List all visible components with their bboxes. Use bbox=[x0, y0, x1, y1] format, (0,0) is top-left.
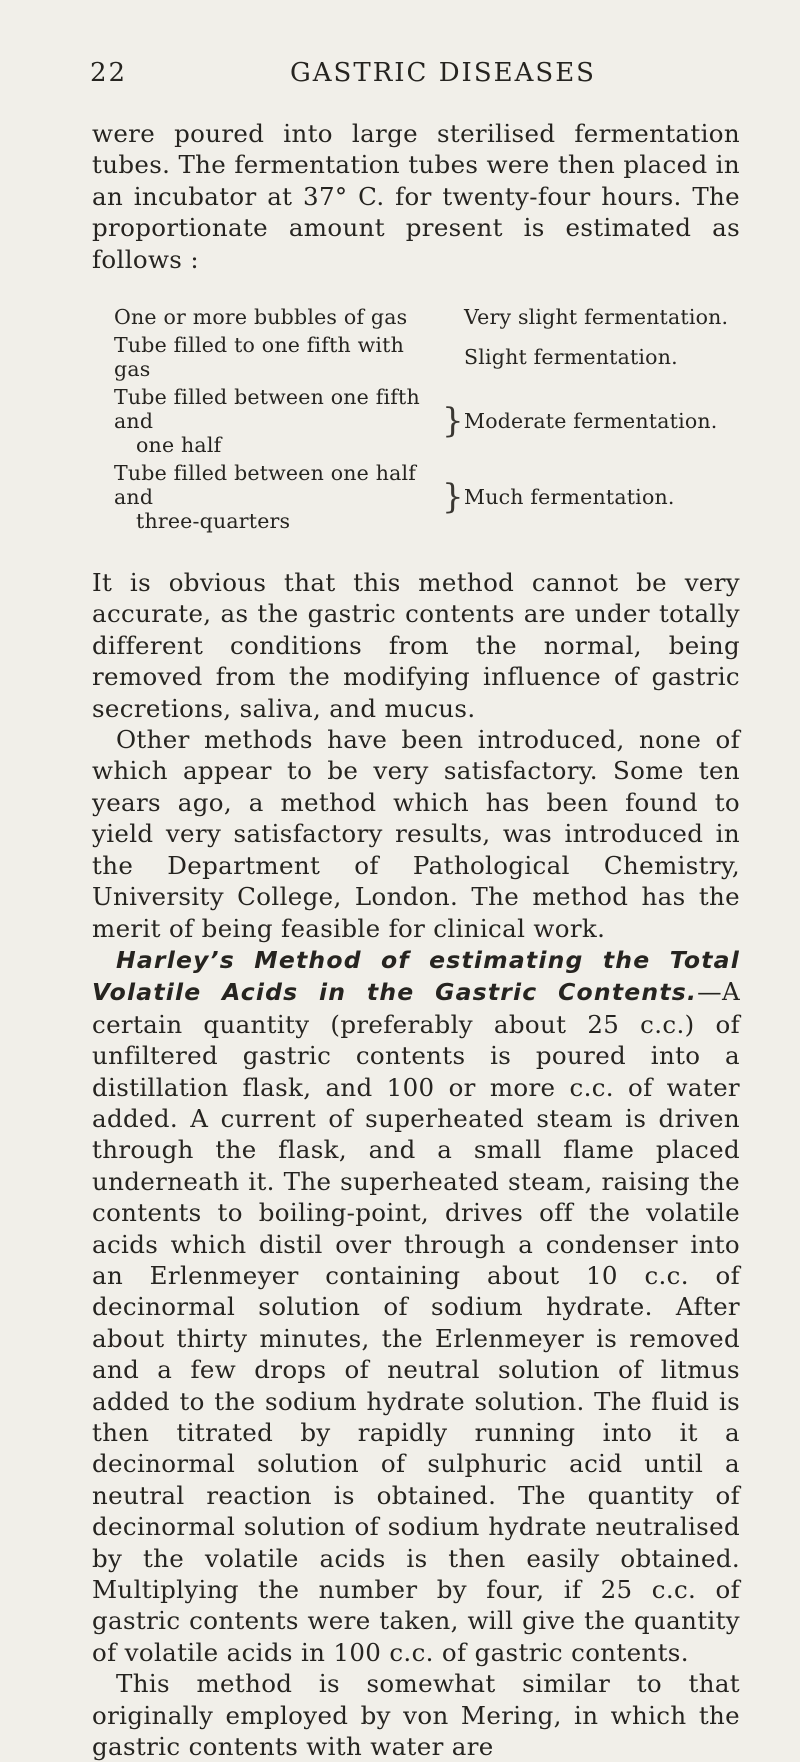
table-condition: One or more bubbles of gas bbox=[114, 305, 408, 330]
table-condition-continued: three-quarters bbox=[136, 509, 291, 534]
paragraph-von-mering: This method is somewhat similar to that originally employed by von Mering, in which the gastric contents with water are bbox=[92, 1669, 740, 1762]
brace-icon: } bbox=[442, 401, 464, 442]
table-result: Much fermentation. bbox=[464, 485, 675, 510]
table-row bbox=[114, 385, 740, 457]
table-condition: Tube filled to one fifth with gas bbox=[114, 333, 404, 382]
table-condition-continued: one half bbox=[136, 433, 222, 458]
paragraph-harley-method bbox=[92, 944, 740, 1668]
page-number: 22 bbox=[90, 58, 128, 88]
paragraph-other-methods: Other methods have been introduced, none of which appear to be very satisfactory. Some ten years ago, a method which has been found to yield very satisfactory results, was introduced in the Department of Pathological Chemistry, University College, London. The method has the merit of being feasible for clinical work. bbox=[92, 725, 740, 943]
table-row bbox=[114, 461, 740, 533]
paragraph-intro: were poured into large sterilised fermentation tubes. The fermentation tubes were then placed in an incubator at 37° C. for twenty-four hours. The proportionate amount present is estimated as follows : bbox=[92, 119, 740, 274]
paragraph-accuracy: It is obvious that this method cannot be very accurate, as the gastric contents are under totally different conditions from the normal, being removed from the modifying influence of gastric secretions, saliva, and mucus. bbox=[92, 568, 740, 723]
table-condition: Tube filled between one fifth and bbox=[114, 385, 420, 434]
brace-icon: } bbox=[442, 477, 464, 518]
page-header bbox=[90, 58, 740, 98]
table-condition-group bbox=[114, 385, 442, 457]
fermentation-table bbox=[114, 305, 740, 533]
paragraph-harley-body: —A certain quantity (preferably about 25 c.c.) of unfiltered gastric contents is poured into a distillation flask, and 100 or more c.c. of water added. A current of superheated steam is driven through the flask, and a small flame placed underneath it. The superheated steam, raising the contents to boiling-point, drives off the volatile acids which distil over through a condenser into an Erlenmeyer containing about 10 c.c. of decinormal solution of sodium hydrate. After about thirty minutes, the Erlenmeyer is removed and a few drops of neutral solution of litmus added to the sodium hydrate solution. The fluid is then titrated by rapidly running into it a decinormal solution of sulphuric acid until a neutral reaction is obtained. The quantity of decinormal solution of sodium hydrate neutralised by the volatile acids is then easily obtained. Multiplying the number by four, if 25 c.c. of gastric contents were taken, will give the quantity of volatile acids in 100 c.c. of gastric contents. bbox=[92, 977, 740, 1667]
page-body bbox=[92, 118, 740, 1762]
table-result: Slight fermentation. bbox=[464, 345, 678, 370]
running-head: GASTRIC DISEASES bbox=[290, 58, 596, 88]
table-row bbox=[114, 333, 740, 381]
table-row bbox=[114, 305, 740, 329]
table-result: Very slight fermentation. bbox=[464, 305, 729, 330]
table-result: Moderate fermentation. bbox=[464, 409, 718, 434]
section-heading: Harley’s Method of estimating the Total Volatile Acids in the Gastric Contents. bbox=[92, 945, 740, 1007]
table-condition: Tube filled between one half and bbox=[114, 461, 417, 510]
table-condition-group bbox=[114, 461, 442, 533]
